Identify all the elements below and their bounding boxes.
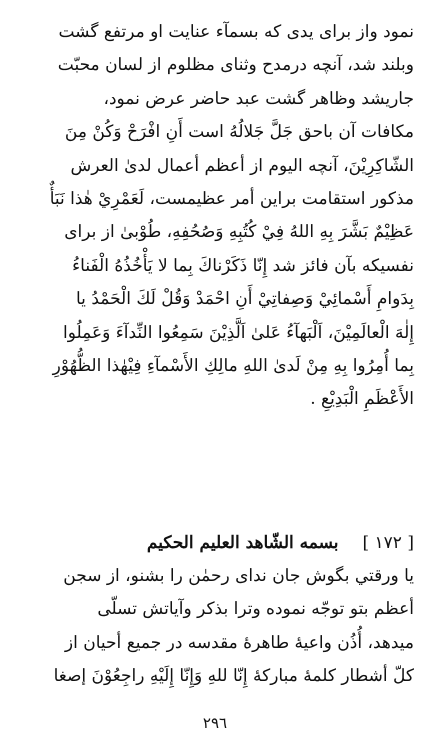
tablet-number: [ ١٧٢ ] bbox=[362, 533, 414, 553]
tablet-171-continuation bbox=[14, 16, 414, 417]
text-line: أعظم بتو توجّه نموده وترا بذكر وآياتش تسلّى bbox=[97, 599, 414, 620]
text-line: جاريشد وظاهر گشت عبد حاضر عرض نمود، bbox=[103, 88, 414, 109]
text-line: مذكور استقامت براين أمر عظيمست، لَعَمْرِيْ هٰذا نَبَأٌ bbox=[49, 189, 414, 210]
text-line: بِدَوامِ أَسْمائِيْ وَصِفاتِيْ أَنِ احْمَدْ وَقُلْ لَكَ الْحَمْدُ يا bbox=[76, 289, 414, 310]
page-number: ٢٩٦ bbox=[202, 714, 228, 732]
text-line: عَظِيْمٌ بَشَّرَ بِهِ اللهُ فِيْ كُتُبِهِ وَصُحُفِهِ، طُوْبىٰ از براى bbox=[64, 222, 414, 243]
text-line: كلّ أشطار كلمهٔ مباركهٔ إِنّا للهِ وَإِنّا إِلَيْهِ راجِعُوْنَ إصغا bbox=[53, 666, 414, 687]
text-line: وبلند شد، آنچه درمدح وثناى مظلوم از لسان محبّت bbox=[57, 55, 414, 76]
tablet-172-heading bbox=[14, 528, 414, 558]
text-line: إِلٰهَ الْعالَمِيْنَ، اَلْبَهآءُ عَلىٰ اَلَّذِيْنَ سَمِعُوا النِّدآءَ وَعَمِلُوا bbox=[63, 322, 414, 343]
tablet-title: بسمه الشّاهد العليم الحكيم bbox=[146, 533, 339, 553]
text-line: نفسيكه بآن فائز شد إِنّا ذَكَرْناكَ بِما لا يَأْخُذُهُ الْفَناءُ bbox=[72, 255, 414, 276]
text-line: نمود واز براى يدى كه بسمآء عنايت او مرتفع گشت bbox=[58, 22, 414, 42]
text-line: الأَعْظَمِ الْبَدِيْعِ . bbox=[310, 389, 414, 410]
text-line: مكافات آن باحق جَلَّ جَلالُهُ است أَنِ افْرَحْ وَكُنْ مِنَ bbox=[64, 122, 414, 143]
text-line: بِما أُمِرُوا بِهِ مِنْ لَدىٰ اللهِ مالِكِ الأَسْمآءِ فِيْهٰذا الظُّهُوْرِ bbox=[52, 356, 414, 377]
text-line: الشّاكِرِيْنَ، آنچه اليوم از أعظم أعمال لدىٰ العرش bbox=[70, 155, 414, 176]
text-line: يا ورقتي بگوش جان نداى رحمٰن را بشنو، از سجن bbox=[63, 566, 414, 586]
text-line: ميدهد، أُذُن واعيهٔ طاهرهٔ مقدسه در جميع أحيان از bbox=[64, 632, 414, 653]
tablet-172-body bbox=[14, 560, 414, 694]
